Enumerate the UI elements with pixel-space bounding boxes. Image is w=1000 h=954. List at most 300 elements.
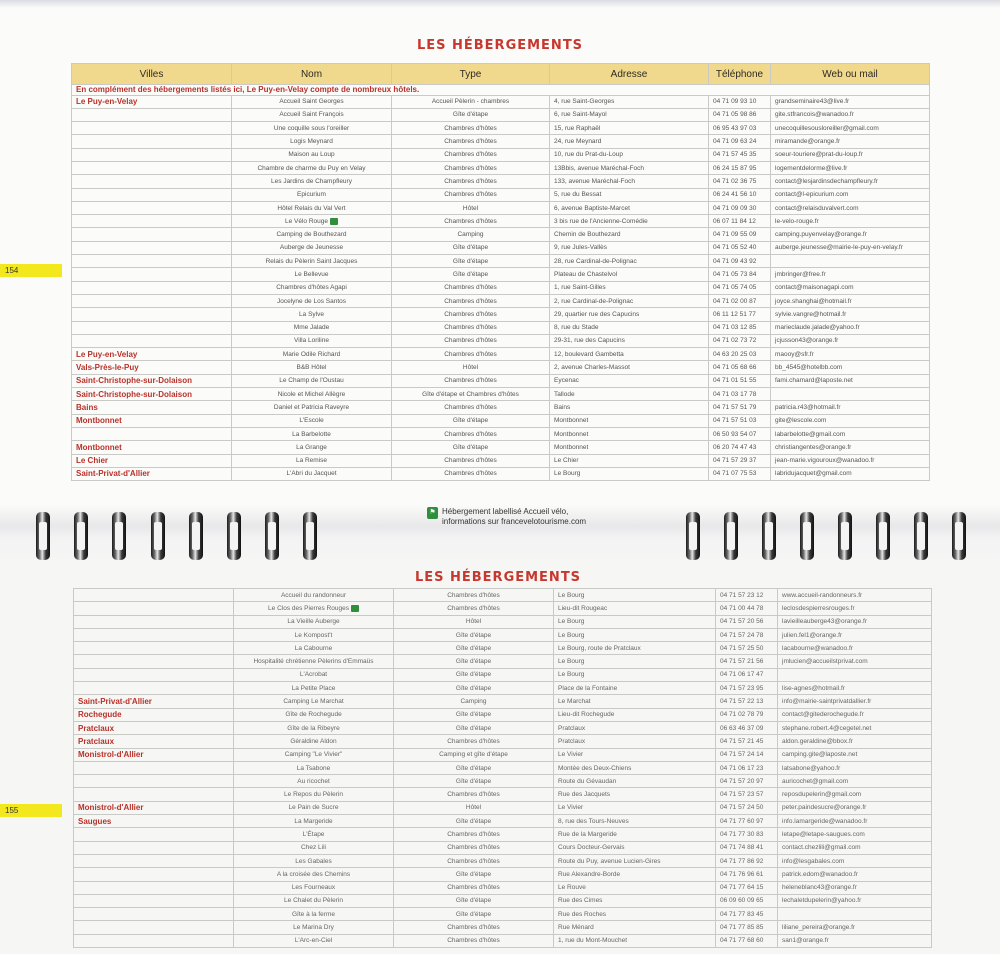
cell-type: Chambres d'hôtes	[392, 175, 550, 188]
cell-type: Hôtel	[394, 801, 554, 814]
cell-adresse: 12, boulevard Gambetta	[550, 348, 709, 361]
cell-type: Chambres d'hôtes	[392, 122, 550, 135]
cell-ville	[72, 108, 232, 121]
cell-type: Chambres d'hôtes	[394, 921, 554, 934]
cell-web: julien.fel1@orange.fr	[778, 628, 932, 641]
cell-nom: Le Kompost't	[234, 628, 394, 641]
cell-type: Gîte d'étape	[392, 255, 550, 268]
cell-ville	[74, 868, 234, 881]
cell-nom: Camping "Le Vivier"	[234, 748, 394, 761]
table-row	[72, 122, 930, 135]
cell-telephone: 04 71 03 17 78	[709, 388, 771, 401]
header-web: Web ou mail	[771, 64, 930, 85]
cell-adresse: 2, rue Cardinal-de-Polignac	[550, 294, 709, 307]
table-row	[72, 361, 930, 374]
bottom-page	[0, 560, 1000, 954]
cell-telephone: 04 71 57 23 95	[716, 682, 778, 695]
cell-telephone: 04 71 01 51 55	[709, 374, 771, 387]
cell-adresse: Eycenac	[550, 374, 709, 387]
cell-nom: Géraldine Aldon	[234, 735, 394, 748]
cell-ville	[74, 655, 234, 668]
page-number-bottom: 155	[0, 804, 62, 817]
cell-ville	[72, 161, 232, 174]
cell-type: Chambres d'hôtes	[394, 602, 554, 615]
cell-adresse: 6, rue Saint-Mayol	[550, 108, 709, 121]
cell-ville: Pratclaux	[74, 735, 234, 748]
cell-type: Camping	[392, 228, 550, 241]
cell-ville: Montbonnet	[72, 414, 232, 427]
cell-ville	[72, 135, 232, 148]
cell-adresse: Le Bourg	[550, 467, 709, 480]
cell-type: Chambres d'hôtes	[392, 161, 550, 174]
binding-ring	[800, 512, 814, 560]
cell-type: Gîte d'étape	[392, 108, 550, 121]
table-row	[72, 148, 930, 161]
cell-type: Gîte d'étape	[394, 708, 554, 721]
table-row	[74, 815, 932, 828]
cell-type: Gîte d'étape	[394, 908, 554, 921]
cell-nom: Relais du Pèlerin Saint Jacques	[232, 255, 392, 268]
cell-ville	[72, 321, 232, 334]
table-row	[74, 828, 932, 841]
cell-nom: Epicurium	[232, 188, 392, 201]
cell-telephone: 04 71 57 24 50	[716, 801, 778, 814]
cell-nom: L'Acrobat	[234, 668, 394, 681]
cell-type: Chambres d'hôtes	[392, 374, 550, 387]
cell-ville: Saugues	[74, 815, 234, 828]
cell-telephone: 04 71 02 78 79	[716, 708, 778, 721]
cell-web: reposdupelerin@gmail.com	[778, 788, 932, 801]
cell-telephone: 04 71 00 44 78	[716, 602, 778, 615]
cell-adresse: 15, rue Raphaël	[550, 122, 709, 135]
cell-type: Chambres d'hôtes	[392, 401, 550, 414]
table-row	[72, 201, 930, 214]
binding-ring	[914, 512, 928, 560]
cell-web: maooy@sfr.fr	[771, 348, 930, 361]
cell-telephone: 04 63 20 25 03	[709, 348, 771, 361]
cell-adresse: Le Bourg	[554, 628, 716, 641]
cell-type: Hôtel	[392, 361, 550, 374]
cell-adresse: Le Chier	[550, 454, 709, 467]
cell-nom: Les Gabales	[234, 854, 394, 867]
cell-web: jcjusson43@orange.fr	[771, 334, 930, 347]
cell-telephone: 04 71 02 73 72	[709, 334, 771, 347]
cell-ville	[74, 854, 234, 867]
binding-ring	[151, 512, 165, 560]
cell-web: heleneblanc43@orange.fr	[778, 881, 932, 894]
cell-nom: La Grange	[232, 441, 392, 454]
cell-type: Gîte d'étape	[394, 894, 554, 907]
cell-adresse: Le Vivier	[554, 748, 716, 761]
cell-nom: Une coquille sous l'oreiller	[232, 122, 392, 135]
cell-type: Chambres d'hôtes	[394, 735, 554, 748]
cell-ville	[72, 228, 232, 241]
table-row	[74, 908, 932, 921]
cell-web: peter.paindesucre@orange.fr	[778, 801, 932, 814]
cell-type: Chambres d'hôtes	[394, 841, 554, 854]
table-row	[74, 801, 932, 814]
cell-adresse: 5, rue du Bessat	[550, 188, 709, 201]
cell-adresse: Rue des Cimes	[554, 894, 716, 907]
cell-adresse: Bains	[550, 401, 709, 414]
cell-adresse: Le Bourg	[554, 589, 716, 602]
table-row	[74, 695, 932, 708]
cell-ville	[74, 921, 234, 934]
cell-type: Chambres d'hôtes	[394, 854, 554, 867]
cell-web: liliane_pereira@orange.fr	[778, 921, 932, 934]
cell-web: labridujacquet@gmail.com	[771, 467, 930, 480]
cell-type: Chambres d'hôtes	[392, 135, 550, 148]
cell-ville	[72, 294, 232, 307]
cell-adresse: Rue des Roches	[554, 908, 716, 921]
cell-ville	[74, 589, 234, 602]
cell-web: auberge.jeunesse@mairie-le-puy-en-velay.fr	[771, 241, 930, 254]
cell-web: latsabone@yahoo.fr	[778, 761, 932, 774]
cell-web: contact@gitederochegude.fr	[778, 708, 932, 721]
cell-web: sylvie.vangre@hotmail.fr	[771, 308, 930, 321]
table-row	[74, 615, 932, 628]
cell-telephone: 04 71 09 09 30	[709, 201, 771, 214]
cell-nom: Le Chalet du Pèlerin	[234, 894, 394, 907]
cell-type: Gîte d'étape	[394, 868, 554, 881]
cell-adresse: 133, avenue Maréchal-Foch	[550, 175, 709, 188]
cell-telephone: 04 71 57 23 57	[716, 788, 778, 801]
binding-ring	[876, 512, 890, 560]
cell-adresse: Rue des Jacquets	[554, 788, 716, 801]
cell-adresse: 8, rue du Stade	[550, 321, 709, 334]
cell-nom: Accueil Saint Georges	[232, 95, 392, 108]
header-telephone: Téléphone	[709, 64, 771, 85]
cell-telephone: 04 71 57 51 03	[709, 414, 771, 427]
cell-type: Chambres d'hôtes	[392, 348, 550, 361]
cell-type: Gîte d'étape	[392, 414, 550, 427]
cell-type: Camping et gîte d'étape	[394, 748, 554, 761]
cell-ville: Le Puy-en-Velay	[72, 348, 232, 361]
cell-adresse: Tallode	[550, 388, 709, 401]
cell-ville	[74, 894, 234, 907]
cell-web: lavieilleauberge43@orange.fr	[778, 615, 932, 628]
cell-web: fami.chamard@laposte.net	[771, 374, 930, 387]
table-row	[72, 334, 930, 347]
table-row	[72, 388, 930, 401]
cell-web: leclosdespierresrouges.fr	[778, 602, 932, 615]
cell-web: lacabourne@wanadoo.fr	[778, 642, 932, 655]
cell-ville	[74, 642, 234, 655]
cell-nom: Le Clos des Pierres Rouges	[234, 602, 394, 615]
cell-telephone: 04 71 57 21 56	[716, 655, 778, 668]
cell-nom: Hospitalité chrétienne Pèlerins d'Emmaüs	[234, 655, 394, 668]
cell-nom: La Tsabone	[234, 761, 394, 774]
table-row	[74, 721, 932, 734]
cell-adresse: Le Marchat	[554, 695, 716, 708]
cell-telephone: 04 71 57 23 12	[716, 589, 778, 602]
cell-type: Chambres d'hôtes	[392, 454, 550, 467]
cell-web: patricia.r43@hotmail.fr	[771, 401, 930, 414]
cell-telephone: 04 71 57 20 97	[716, 775, 778, 788]
table-row	[72, 161, 930, 174]
cell-ville: Bains	[72, 401, 232, 414]
cell-adresse: 24, rue Meynard	[550, 135, 709, 148]
cell-telephone: 04 71 02 36 75	[709, 175, 771, 188]
cell-telephone: 04 71 05 74 05	[709, 281, 771, 294]
cell-nom: La Remise	[232, 454, 392, 467]
cell-nom: Logis Meynard	[232, 135, 392, 148]
table-row	[72, 268, 930, 281]
cell-web: san1@orange.fr	[778, 934, 932, 947]
table-row	[72, 308, 930, 321]
header-villes: Villes	[72, 64, 232, 85]
cell-nom: Gîte de la Ribeyre	[234, 721, 394, 734]
cell-telephone: 06 24 41 56 10	[709, 188, 771, 201]
cell-adresse: 29, quartier rue des Capucins	[550, 308, 709, 321]
table-row	[72, 374, 930, 387]
cell-web	[771, 388, 930, 401]
cell-adresse: 29-31, rue des Capucins	[550, 334, 709, 347]
cell-web: lechaletdupelerin@yahoo.fr	[778, 894, 932, 907]
cell-nom: Jocelyne de Los Santos	[232, 294, 392, 307]
cell-nom: L'Étape	[234, 828, 394, 841]
cell-web	[778, 908, 932, 921]
cell-telephone: 06 07 11 84 12	[709, 215, 771, 228]
table-row	[74, 775, 932, 788]
cell-adresse: Cours Docteur-Gervais	[554, 841, 716, 854]
cell-web: aldon.geraldine@bbox.fr	[778, 735, 932, 748]
cell-nom: Maison au Loup	[232, 148, 392, 161]
cell-telephone: 04 71 57 29 37	[709, 454, 771, 467]
cell-ville: Saint-Christophe-sur-Dolaison	[72, 374, 232, 387]
table-header-row	[72, 64, 930, 85]
cell-web: soeur-touriere@prat-du-loup.fr	[771, 148, 930, 161]
cell-telephone: 04 71 77 85 85	[716, 921, 778, 934]
cell-ville: Pratclaux	[74, 721, 234, 734]
cell-type: Gîte d'étape et Chambres d'hôtes	[392, 388, 550, 401]
cell-web: auricochet@gmail.com	[778, 775, 932, 788]
hotels-note: En complément des hébergements listés ici, Le Puy-en-Velay compte de nombreux hôtels.	[72, 85, 930, 96]
cell-adresse: Rue de la Margeride	[554, 828, 716, 841]
cell-telephone: 04 71 77 60 97	[716, 815, 778, 828]
table-row	[72, 95, 930, 108]
cell-web: christiangentes@orange.fr	[771, 441, 930, 454]
binding-ring	[724, 512, 738, 560]
table-row	[74, 682, 932, 695]
cell-telephone: 04 71 57 21 45	[716, 735, 778, 748]
table-row	[72, 215, 930, 228]
cell-telephone: 04 71 06 17 47	[716, 668, 778, 681]
cell-adresse: Plateau de Chastelvol	[550, 268, 709, 281]
binding-ring	[303, 512, 317, 560]
cell-web: logementdelorme@live.fr	[771, 161, 930, 174]
cell-ville	[72, 241, 232, 254]
cell-type: Chambres d'hôtes	[392, 215, 550, 228]
cell-nom: Accueil Saint François	[232, 108, 392, 121]
cell-ville: Montbonnet	[72, 441, 232, 454]
cell-adresse: 2, avenue Charles-Massot	[550, 361, 709, 374]
cell-web: letape@letape-saugues.com	[778, 828, 932, 841]
cell-nom: La Vieille Auberge	[234, 615, 394, 628]
page-title-top: LES HÉBERGEMENTS	[416, 38, 584, 53]
cell-telephone: 04 71 57 24 14	[716, 748, 778, 761]
cell-adresse: 10, rue du Prat-du-Loup	[550, 148, 709, 161]
table-row	[72, 281, 930, 294]
table-row	[74, 894, 932, 907]
table-row	[72, 135, 930, 148]
cell-adresse: 1, rue Saint-Gilles	[550, 281, 709, 294]
cell-type: Accueil Pèlerin - chambres	[392, 95, 550, 108]
cell-ville	[74, 602, 234, 615]
cell-telephone: 04 71 57 25 50	[716, 642, 778, 655]
cell-telephone: 06 11 12 51 77	[709, 308, 771, 321]
cell-web: lise-agnes@hotmail.fr	[778, 682, 932, 695]
accueil-velo-icon	[351, 605, 359, 612]
cell-adresse: Montbonnet	[550, 414, 709, 427]
table-row	[74, 841, 932, 854]
table-row	[72, 441, 930, 454]
cell-nom: Hôtel Relais du Val Vert	[232, 201, 392, 214]
table-row	[72, 401, 930, 414]
table-row	[74, 854, 932, 867]
cell-web: gite.stfrancois@wanadoo.fr	[771, 108, 930, 121]
page-title-bottom: LES HÉBERGEMENTS	[414, 570, 582, 585]
cell-nom: L'Escole	[232, 414, 392, 427]
cell-web: jean-marie.vigouroux@wanadoo.fr	[771, 454, 930, 467]
cell-telephone: 06 20 74 47 43	[709, 441, 771, 454]
cell-web: contact@maisonagapi.com	[771, 281, 930, 294]
table-row	[72, 414, 930, 427]
cell-web: grandseminaire43@live.fr	[771, 95, 930, 108]
cell-telephone: 04 71 57 51 79	[709, 401, 771, 414]
table-row	[72, 467, 930, 480]
cell-web: labarbelotte@gmail.com	[771, 427, 930, 440]
table-row	[74, 628, 932, 641]
cell-type: Gîte d'étape	[394, 721, 554, 734]
cell-adresse: Lieu-dit Rougeac	[554, 602, 716, 615]
cell-type: Gîte d'étape	[394, 815, 554, 828]
cell-nom: L'Arc-en-Ciel	[234, 934, 394, 947]
cell-ville: Monistrol-d'Allier	[74, 748, 234, 761]
cell-nom: Le Bellevue	[232, 268, 392, 281]
cell-adresse: Le Vivier	[554, 801, 716, 814]
cell-web: joyce.shanghai@hotmail.fr	[771, 294, 930, 307]
cell-adresse: Montbonnet	[550, 427, 709, 440]
note-row	[72, 85, 930, 96]
cell-nom: Nicole et Michel Allègre	[232, 388, 392, 401]
cell-nom: Au ricochet	[234, 775, 394, 788]
cell-nom: Le Pain de Sucre	[234, 801, 394, 814]
cell-adresse: Lieu-dit Rochegude	[554, 708, 716, 721]
cell-ville	[72, 215, 232, 228]
binding-ring	[762, 512, 776, 560]
cell-adresse: Le Bourg	[554, 615, 716, 628]
table-row	[74, 668, 932, 681]
cell-web: stephane.robert.4@cegetel.net	[778, 721, 932, 734]
cell-ville: Le Chier	[72, 454, 232, 467]
cell-nom: Chambres d'hôtes Agapi	[232, 281, 392, 294]
cell-type: Gîte d'étape	[394, 775, 554, 788]
cell-type: Chambres d'hôtes	[392, 148, 550, 161]
cell-adresse: 13Bbis, avenue Maréchal-Foch	[550, 161, 709, 174]
cell-telephone: 04 71 09 43 92	[709, 255, 771, 268]
cell-type: Chambres d'hôtes	[394, 881, 554, 894]
cell-nom: Le Vélo Rouge	[232, 215, 392, 228]
cell-web: www.accueil-randonneurs.fr	[778, 589, 932, 602]
cell-adresse: 9, rue Jules-Vallès	[550, 241, 709, 254]
cell-ville	[74, 775, 234, 788]
cell-telephone: 04 71 02 00 87	[709, 294, 771, 307]
cell-telephone: 06 63 46 37 09	[716, 721, 778, 734]
cell-nom: Le Champ de l'Oustau	[232, 374, 392, 387]
cell-ville	[74, 628, 234, 641]
cell-adresse: 3 bis rue de l'Ancienne-Comédie	[550, 215, 709, 228]
cell-nom: B&B Hôtel	[232, 361, 392, 374]
table-row	[72, 454, 930, 467]
cell-type: Camping	[394, 695, 554, 708]
cell-telephone: 04 71 09 55 09	[709, 228, 771, 241]
cell-adresse: 4, rue Saint-Georges	[550, 95, 709, 108]
cell-ville	[74, 841, 234, 854]
cell-nom: La Barbelotte	[232, 427, 392, 440]
table-row	[72, 175, 930, 188]
table-row	[74, 881, 932, 894]
cell-type: Chambres d'hôtes	[394, 934, 554, 947]
legend-line-2: informations sur francevelotourisme.com	[442, 517, 587, 526]
cell-web: contact@lesjardinsdechampfleury.fr	[771, 175, 930, 188]
cell-telephone: 04 71 07 75 53	[709, 467, 771, 480]
cell-ville	[72, 427, 232, 440]
binding-ring	[74, 512, 88, 560]
cell-nom: Accueil du randonneur	[234, 589, 394, 602]
cell-web: info.lamargeride@wanadoo.fr	[778, 815, 932, 828]
cell-adresse: Chemin de Bouthezard	[550, 228, 709, 241]
cell-telephone: 04 71 03 12 85	[709, 321, 771, 334]
cell-ville	[72, 255, 232, 268]
binding-ring	[36, 512, 50, 560]
cell-web: le-velo-rouge.fr	[771, 215, 930, 228]
cell-nom: La Cabourne	[234, 642, 394, 655]
table-row	[74, 642, 932, 655]
header-type: Type	[392, 64, 550, 85]
cell-nom: La Margeride	[234, 815, 394, 828]
cell-telephone: 04 71 57 45 35	[709, 148, 771, 161]
cell-telephone: 04 71 74 88 41	[716, 841, 778, 854]
cell-nom: Auberge de Jeunesse	[232, 241, 392, 254]
cell-web: info@mairie-saintprivatdallier.fr	[778, 695, 932, 708]
cell-ville: Le Puy-en-Velay	[72, 95, 232, 108]
cell-telephone: 06 95 43 97 03	[709, 122, 771, 135]
cell-nom: Gîte de Rochegude	[234, 708, 394, 721]
table-row	[72, 108, 930, 121]
cell-ville: Saint-Privat-d'Allier	[74, 695, 234, 708]
cell-type: Gîte d'étape	[394, 628, 554, 641]
cell-ville	[74, 682, 234, 695]
cell-web: jmlucien@accueilstprivat.com	[778, 655, 932, 668]
cell-adresse: Rue Alexandre-Borde	[554, 868, 716, 881]
cell-type: Chambres d'hôtes	[392, 294, 550, 307]
cell-ville	[72, 308, 232, 321]
accommodation-table-top	[71, 63, 930, 481]
cell-nom: Camping de Bouthezard	[232, 228, 392, 241]
table-row	[74, 921, 932, 934]
table-row	[74, 602, 932, 615]
cell-ville: Saint-Christophe-sur-Dolaison	[72, 388, 232, 401]
cell-telephone: 04 71 77 86 92	[716, 854, 778, 867]
cell-adresse: Le Bourg, route de Pratclaux	[554, 642, 716, 655]
cell-ville	[72, 268, 232, 281]
table-row	[74, 589, 932, 602]
cell-nom: Les Fourneaux	[234, 881, 394, 894]
cell-type: Chambres d'hôtes	[392, 308, 550, 321]
cell-ville	[72, 334, 232, 347]
legend-line-1: Hébergement labellisé Accueil vélo,	[442, 507, 569, 516]
